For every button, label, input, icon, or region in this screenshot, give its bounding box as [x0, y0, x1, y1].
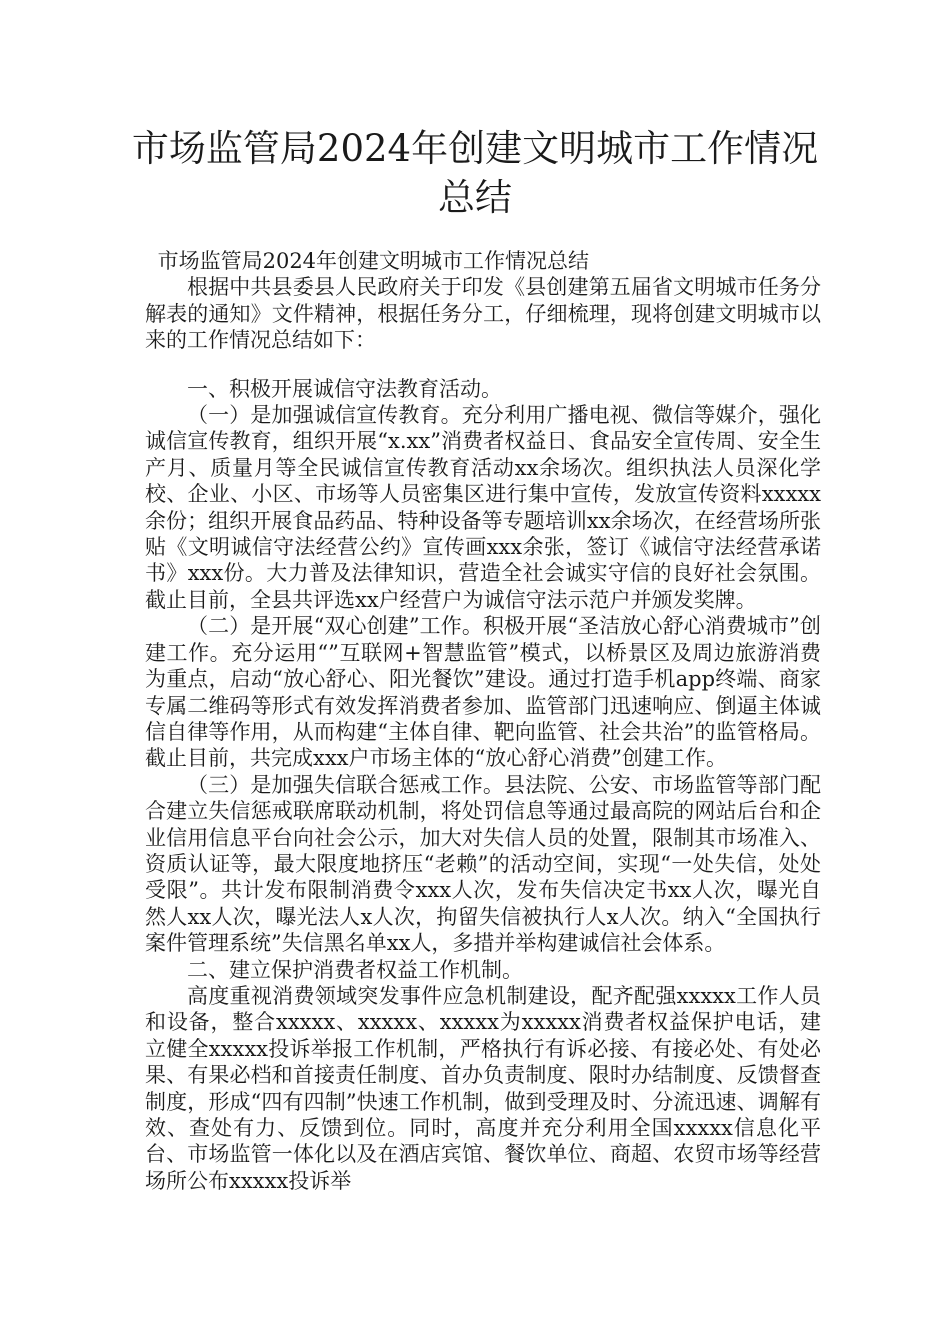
- intro-paragraph: 根据中共县委县人民政府关于印发《县创建第五届省文明城市任务分解表的通知》文件精神，根据任务分工，仔细梳理，现将创建文明城市以来的工作情况总结如下：: [145, 275, 821, 353]
- section-1-item-1: （一）是加强诚信宣传教育。充分利用广播电视、微信等媒介，强化诚信宣传教育，组织开展“x.xx”消费者权益日、食品安全宣传周、安全生产月、质量月等全民诚信宣传教育活动xx余场次。组织执法人员深化学校、企业、小区、市场等人员密集区进行集中宣传，发放宣传资料xxxxx余份；组织开展食品药品、特种设备等专题培训xx余场次，在经营场所张贴《文明诚信守法经营公约》宣传画xxx余张，签订《诚信守法经营承诺书》xxx份。大力普及法律知识，营造全社会诚实守信的良好社会氛围。截止目前，全县共评选xx户经营户为诚信守法示范户并颁发奖牌。: [145, 403, 821, 612]
- document-title-line1: 市场监管局2024年创建文明城市工作情况: [131, 127, 819, 170]
- section-2-paragraph: 高度重视消费领域突发事件应急机制建设，配齐配强xxxxx工作人员和设备，整合xxxxx、xxxxx、xxxxx为xxxxx消费者权益保护电话，建立健全xxxxx投诉举报工作机制，严格执行有诉必接、有接必处、有处必果、有果必档和首接责任制度、首办负责制度、限时办结制度、反馈督查制度，形成“四有四制”快速工作机制，做到受理及时、分流迅速、调解有效、查处有力、反馈到位。同时，高度并充分利用全国xxxxx信息化平台、市场监管一体化以及在酒店宾馆、餐饮单位、商超、农贸市场等经营场所公布xxxxx投诉举: [145, 983, 821, 1193]
- document-title-line2: 总结: [438, 176, 512, 219]
- document-title: [100, 124, 850, 222]
- section-1-heading: 一、积极开展诚信守法教育活动。: [187, 376, 502, 401]
- document-body: [145, 248, 821, 1194]
- section-1-item-3: （三）是加强失信联合惩戒工作。县法院、公安、市场监管等部门配合建立失信惩戒联席联动机制，将处罚信息等通过最高院的网站后台和企业信用信息平台向社会公示，加大对失信人员的处置，限制其市场准入、资质认证等，最大限度地挤压“老赖”的活动空间，实现“一处失信，处处受限”。共计发布限制消费令xxx人次，发布失信决定书xx人次，曝光自然人xx人次，曝光法人x人次，拘留失信被执行人x人次。纳入“全国执行案件管理系统”失信黑名单xx人，多措并举构建诚信社会体系。: [145, 772, 821, 956]
- document-subtitle: 市场监管局2024年创建文明城市工作情况总结: [157, 249, 590, 273]
- section-2-heading: 二、建立保护消费者权益工作机制。: [187, 957, 523, 982]
- section-1-item-2: （二）是开展“双心创建”工作。积极开展“圣洁放心舒心消费城市”创建工作。充分运用“”互联网+智慧监管”模式，以桥景区及周边旅游消费为重点，启动“放心舒心、阳光餐饮”建设。通过打造手机app终端、商家专属二维码等形式有效发挥消费者参加、监管部门迅速响应、倒逼主体诚信自律等作用，从而构建“主体自律、靶向监管、社会共治”的监管格局。截止目前，共完成xxx户市场主体的“放心舒心消费”创建工作。: [145, 614, 821, 771]
